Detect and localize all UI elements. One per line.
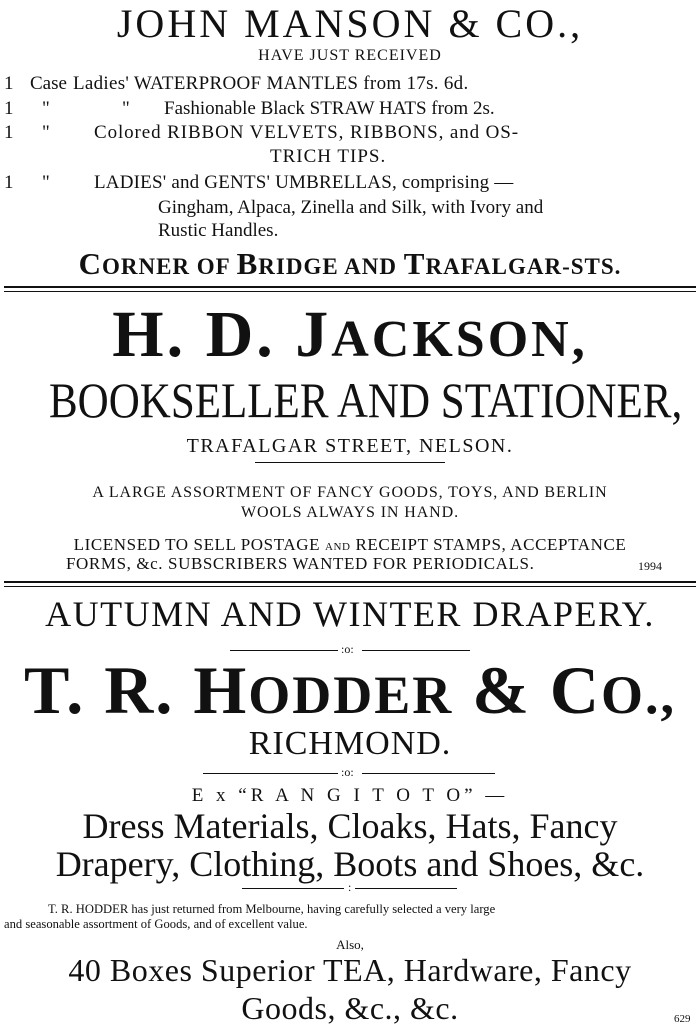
jackson-ref-number: 1994 (638, 559, 662, 573)
section-divider (4, 286, 696, 288)
manson-line-4: TRICH TIPS. (270, 146, 387, 167)
separator-line-left (230, 650, 338, 651)
hodder-name: T. R. HODDER & CO., (23, 652, 677, 728)
address-underline (255, 462, 445, 463)
manson-line-7: Rustic Handles. (158, 220, 279, 241)
hodder-goods-2: Drapery, Clothing, Boots and Shoes, &c. (55, 844, 645, 884)
jackson-body-2a: LICENSED TO SELL POSTAGE AND RECEIPT STAMPS, ACCEPTANCE (73, 535, 627, 554)
manson-line-1: 1 Case Ladies' WATERPROOF MANTLES from 17s. 6d. (4, 73, 469, 94)
section-divider (4, 581, 696, 583)
separator-line-left (242, 888, 344, 889)
separator-line-right (355, 888, 457, 889)
jackson-address: TRAFALGAR STREET, NELSON. (186, 435, 514, 457)
jackson-name: H. D. JACKSON, (112, 298, 588, 371)
section-divider (4, 586, 696, 587)
jackson-trade: BOOKSELLER AND STATIONER, (49, 372, 683, 428)
hodder-tea-2: Goods, &c., &c. (241, 990, 459, 1026)
manson-title: JOHN MANSON & CO., (116, 1, 584, 46)
hodder-notice-2: and seasonable assortment of Goods, and of excellent value. (4, 917, 308, 931)
section-divider (4, 291, 696, 292)
separator-line-right (362, 650, 470, 651)
separator-line-left (203, 773, 338, 774)
hodder-tea-1: 40 Boxes Superior TEA, Hardware, Fancy (68, 952, 632, 988)
hodder-heading: AUTUMN AND WINTER DRAPERY. (45, 594, 655, 634)
separator-mark: :o: (341, 642, 354, 656)
manson-line-3: 1 " Colored RIBBON VELVETS, RIBBONS, and OS- (4, 122, 519, 143)
jackson-body-1b: WOOLS ALWAYS IN HAND. (240, 504, 459, 521)
manson-line-6: Gingham, Alpaca, Zinella and Silk, with Ivory and (158, 197, 544, 218)
hodder-also: Also, (336, 937, 364, 952)
separator-mark: : (348, 880, 352, 894)
manson-line-5: 1 " LADIES' and GENTS' UMBRELLAS, comprising — (4, 172, 514, 193)
hodder-goods-1: Dress Materials, Cloaks, Hats, Fancy (82, 806, 618, 846)
manson-line-2: 1 " " Fashionable Black STRAW HATS from 2s. (4, 98, 495, 119)
separator-mark: :o: (341, 765, 354, 779)
jackson-body-2b: FORMS, &c. SUBSCRIBERS WANTED FOR PERIODICALS. (66, 554, 535, 573)
hodder-ref-number: 629 (674, 1013, 691, 1025)
jackson-body-1a: A LARGE ASSORTMENT OF FANCY GOODS, TOYS, AND BERLIN (92, 484, 608, 501)
separator-line-right (362, 773, 495, 774)
hodder-place: RICHMOND. (248, 725, 452, 762)
manson-address: CORNER OF BRIDGE AND TRAFALGAR-STS. (78, 246, 622, 281)
hodder-notice-1: T. R. HODDER has just returned from Melbourne, having carefully selected a very large (48, 902, 496, 916)
manson-subtitle: HAVE JUST RECEIVED (258, 47, 442, 64)
hodder-ship: E x “R A N G I T O T O” — (191, 785, 509, 806)
